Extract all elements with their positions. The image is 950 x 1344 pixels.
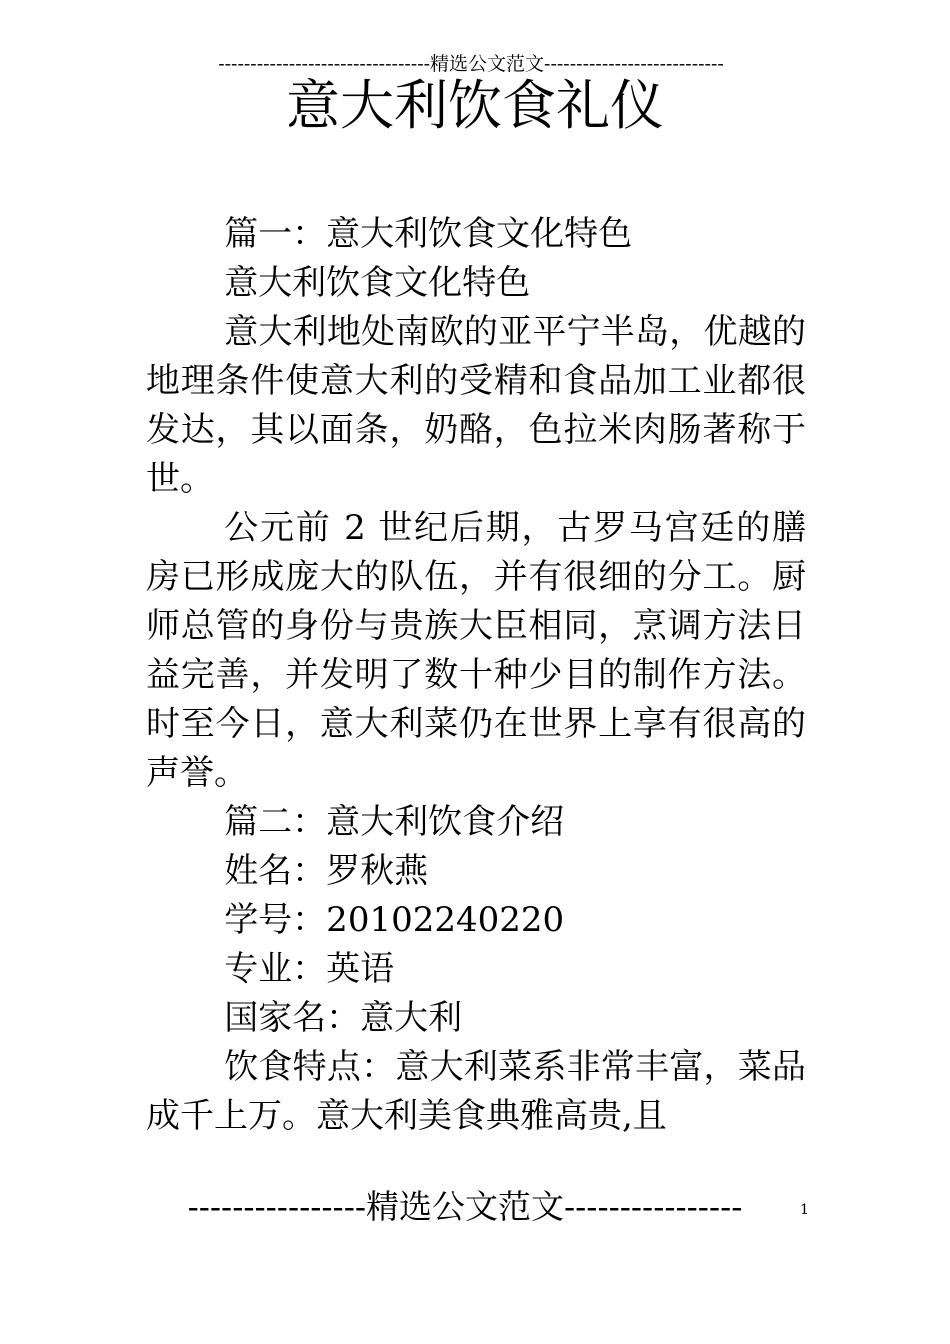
paragraph-section-2-heading: 篇二：意大利饮食介绍 — [224, 802, 565, 842]
paragraph-food-features: 饮食特点：意大利菜系非常丰富，菜品成千上万。意大利美食典雅高贵,且 — [146, 1047, 806, 1136]
paragraph-student-id: 学号：20102240220 — [224, 900, 565, 940]
page-number: 1 — [800, 1202, 809, 1218]
paragraph-name: 姓名：罗秋燕 — [224, 851, 429, 891]
page-title: 意大利饮食礼仪 — [286, 74, 664, 137]
paragraph-section-1-heading: 篇一：意大利饮食文化特色 — [224, 214, 633, 254]
footer-rule: ----------------精选公文范文---------------- — [187, 1187, 743, 1226]
header-rule: ---------------------------------精选公文范文---------------------------- — [218, 53, 724, 75]
paragraph-major: 专业：英语 — [224, 949, 395, 989]
paragraph-country: 国家名：意大利 — [224, 998, 463, 1038]
paragraph-geography: 意大利地处南欧的亚平宁半岛，优越的地理条件使意大利的受精和食品加工业都很发达，其以面条，奶酪，色拉米肉肠著称于世。 — [146, 312, 806, 499]
paragraph-history: 公元前 2 世纪后期，古罗马宫廷的膳房已形成庞大的队伍，并有很细的分工。厨师总管的身份与贵族大臣相同，烹调方法日益完善，并发明了数十种少目的制作方法。时至今日，意大利菜仍在世界上享有很高的声誉。 — [146, 508, 806, 793]
paragraph-section-1-subtitle: 意大利饮食文化特色 — [224, 263, 531, 303]
document-body — [146, 210, 806, 1141]
